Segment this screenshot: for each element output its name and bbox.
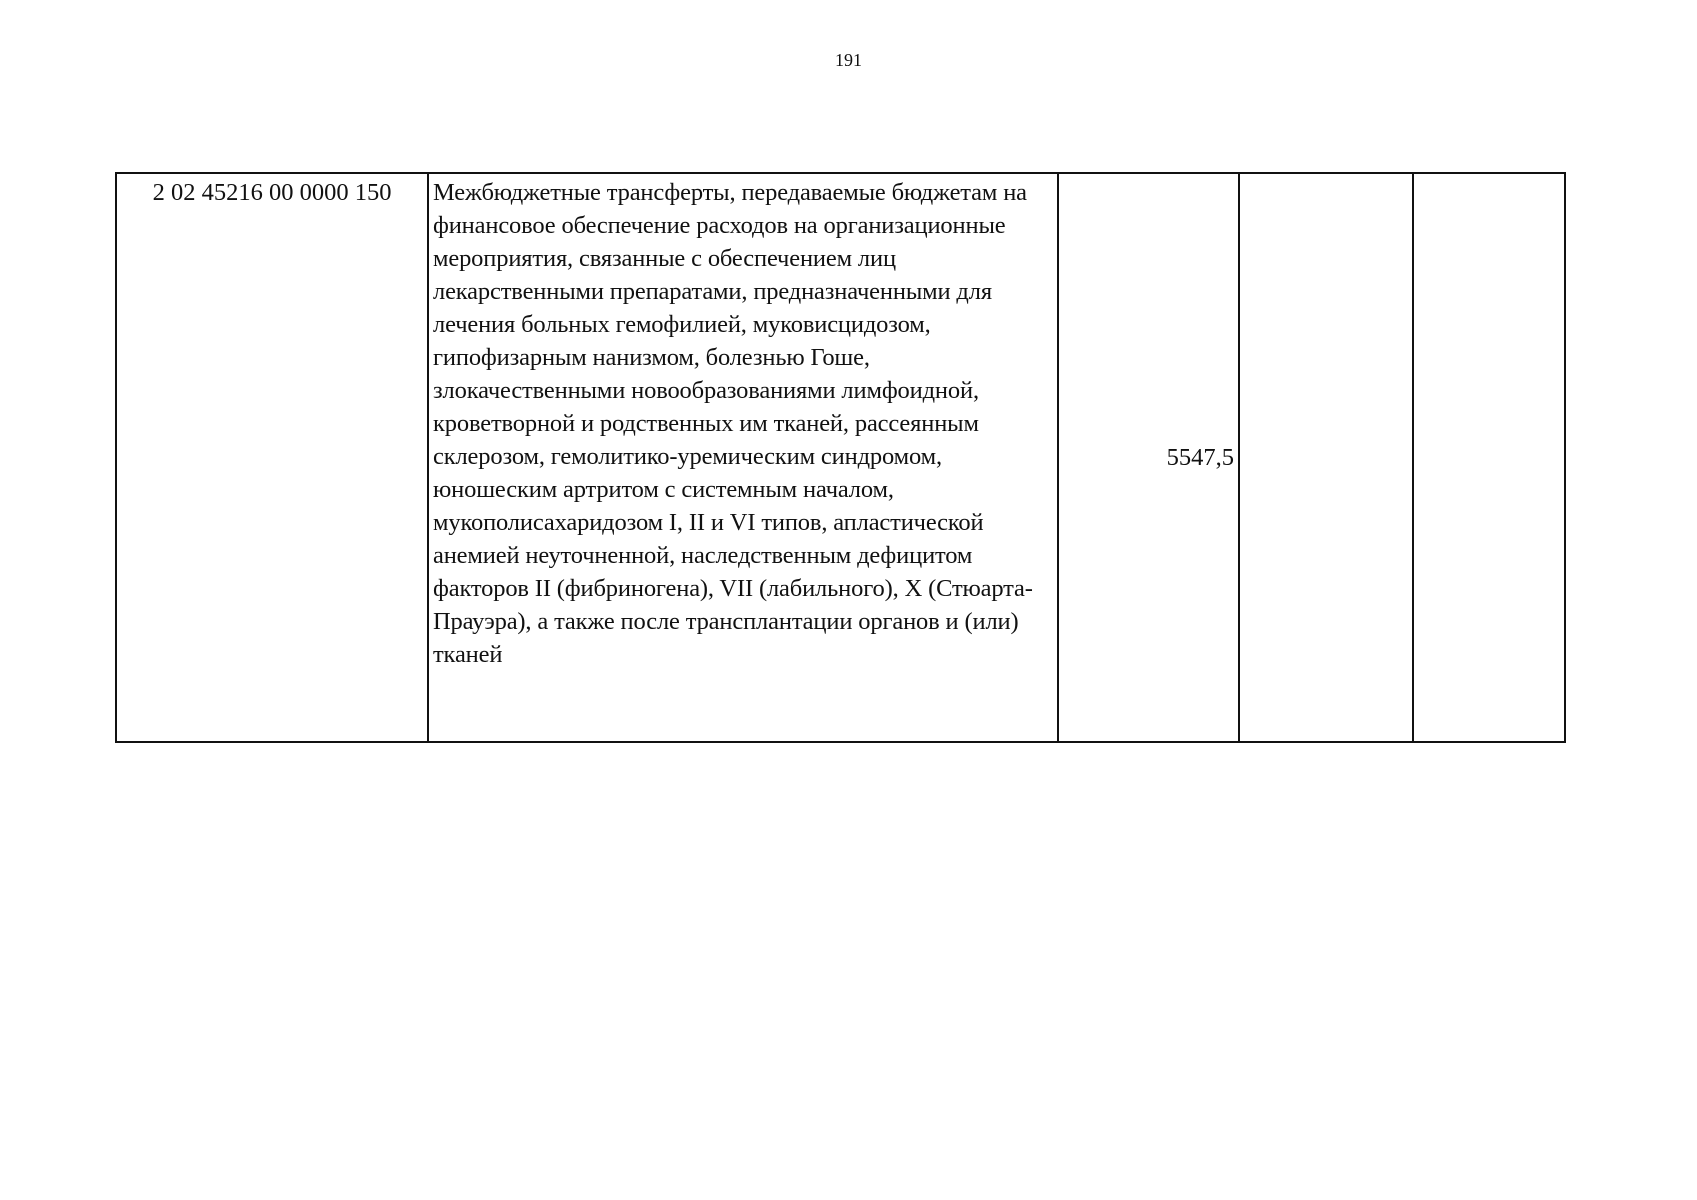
description-cell: Межбюджетные трансферты, передаваемые бюджетам на финансовое обеспечение расходов на организационные мероприятия, связанные с обеспечением лиц лекарственными препаратами, предназначенными для лечения больных гемофилией, муковисцидозом, гипофизарным нанизмом, болезнью Гоше, злокачественными новообразованиями лимфоидной, кроветворной и родственных им тканей, рассеянным склерозом, гемолитико-уремическим синдромом, юношеским артритом с системным началом, мукополисахаридозом I, II и VI типов, апластической анемией неуточненной, наследственным дефицитом факторов II (фибриногена), VII (лабильного), X (Стюарта-Прауэра), а также после трансплантации органов и (или) тканей xyxy=(428,173,1058,742)
table-row xyxy=(116,173,1565,742)
amount-cell: 5547,5 xyxy=(1058,173,1239,742)
page-number: 191 xyxy=(835,50,862,70)
empty-cell-2 xyxy=(1413,173,1565,742)
budget-code-cell: 2 02 45216 00 0000 150 xyxy=(116,173,428,742)
budget-table xyxy=(115,172,1566,743)
empty-cell-1 xyxy=(1239,173,1413,742)
